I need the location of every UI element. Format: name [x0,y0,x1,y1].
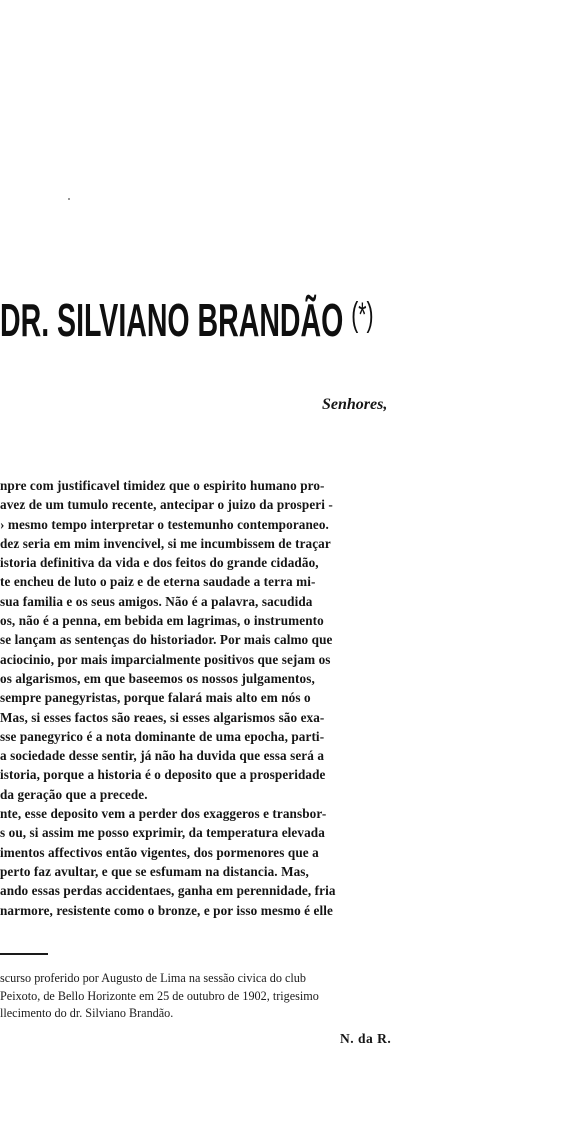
footnote-line: Peixoto, de Bello Horizonte em 25 de outubro de 1902, trigesimo [0,988,319,1003]
body-line: os algarismos, em que baseemos os nossos julgamentos, [0,670,315,686]
body-line: istoria definitiva da vida e dos feitos do grande cidadão, [0,555,319,571]
body-line: ando essas perdas accidentaes, ganha em perennidade, fria [0,883,336,899]
footnote-divider [0,953,48,955]
body-text [0,476,567,920]
body-line: aciocinio, por mais imparcialmente positivos que sejam os [0,651,331,667]
page-speck [68,198,70,200]
body-line: se lançam as sentenças do historiador. Por mais calmo que [0,632,333,648]
footnote [0,970,567,1023]
footnote-line: llecimento do dr. Silviano Brandão. [0,1006,174,1020]
body-line: sse panegyrico é a nota dominante de uma epocha, parti- [0,728,325,744]
body-line: os, não é a penna, em bebida em lagrimas, o instrumento [0,613,324,629]
editor-signature: N. da R. [340,1031,392,1046]
body-line: dez seria em mim invencivel, si me incumbissem de traçar [0,535,331,551]
title-footnote-mark: (*) [351,296,374,334]
body-line: nte, esse deposito vem a perder dos exaggeros e transbor- [0,806,327,822]
body-line: imentos affectivos então vigentes, dos pormenores que a [0,844,319,860]
body-line: sua familia e os seus amigos. Não é a palavra, sacudida [0,593,313,609]
body-line: istoria, porque a historia é o deposito que a prosperidade [0,767,326,783]
body-line: te encheu de luto o paiz e de eterna saudade a terra mi- [0,574,316,590]
body-line: › mesmo tempo interpretar o testemunho contemporaneo. [0,516,329,532]
body-line: avez de um tumulo recente, antecipar o juizo da prosperi - [0,497,333,513]
body-line: perto faz avultar, e que se esfumam na distancia. Mas, [0,863,309,879]
article-title [0,280,374,350]
salutation: Senhores, [322,396,388,413]
footnote-line: scurso proferido por Augusto de Lima na sessão civica do club [0,971,306,985]
body-line: sempre panegyristas, porque falará mais alto em nós o [0,690,311,706]
body-line: npre com justificavel timidez que o espirito humano pro- [0,478,325,493]
title-text: DR. SILVIANO BRANDÃO [0,294,344,346]
body-line: a sociedade desse sentir, já não ha duvida que essa será a [0,748,325,764]
body-line: da geração que a precede. [0,786,148,802]
body-line: Mas, si esses factos são reaes, si esses algarismos são exa- [0,709,325,725]
body-line: s ou, si assim me posso exprimir, da temperatura elevada [0,825,325,841]
body-line: narmore, resistente como o bronze, e por isso mesmo é elle [0,902,333,918]
